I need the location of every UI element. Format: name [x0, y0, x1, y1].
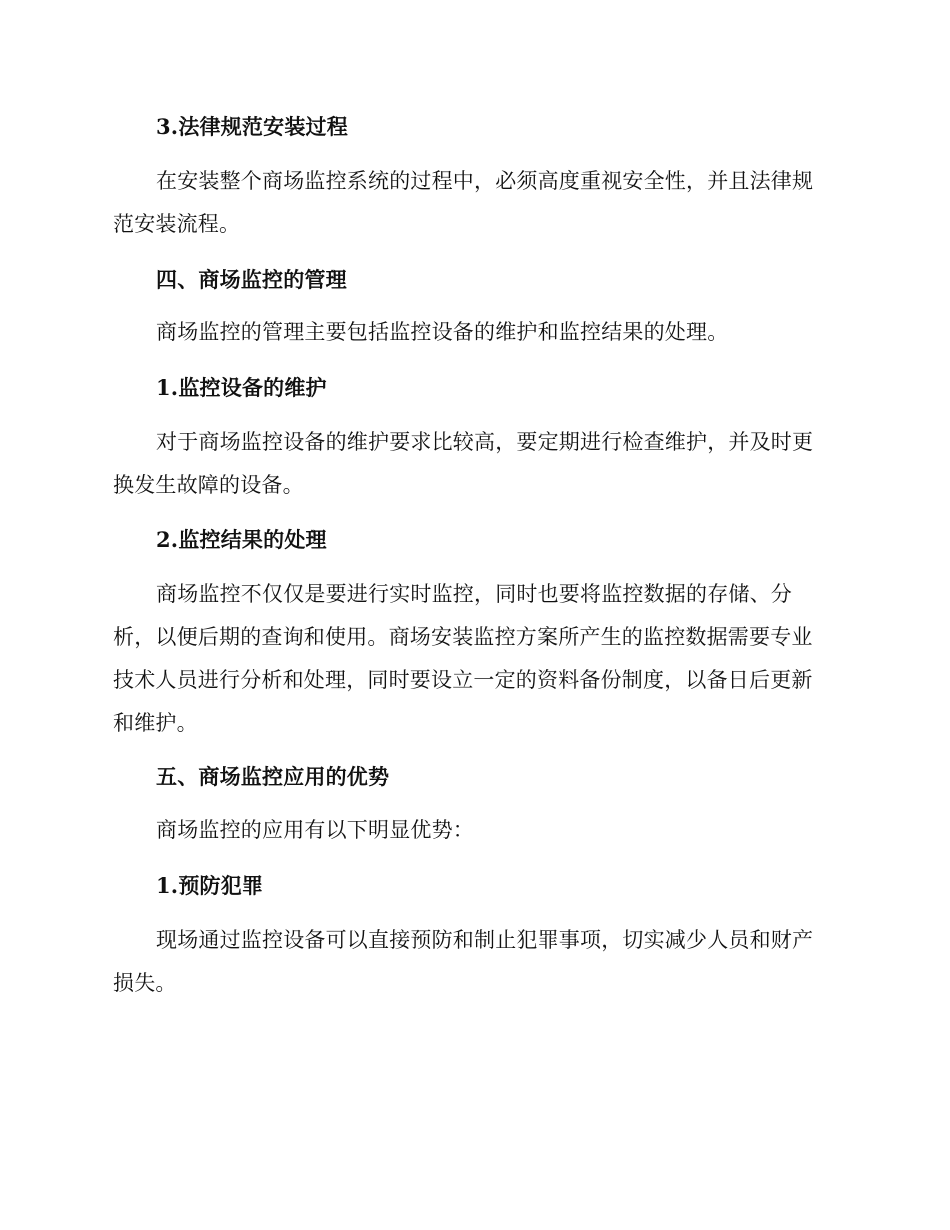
paragraph-line: 范安装流程。	[113, 212, 241, 236]
paragraph-line: 商场监控的应用有以下明显优势：	[156, 818, 474, 842]
paragraph	[113, 160, 833, 246]
paragraph	[113, 809, 833, 852]
paragraph	[113, 311, 833, 354]
section-heading	[113, 762, 876, 792]
section-heading	[113, 373, 876, 403]
paragraph-line: 对于商场监控设备的维护要求比较高，要定期进行检查维护，并及时更	[156, 430, 814, 454]
paragraph-line: 和维护。	[113, 711, 198, 735]
heading-text: 五、商场监控应用的优势	[156, 764, 390, 789]
paragraph-line: 商场监控不仅仅是要进行实时监控，同时也要将监控数据的存储、分	[156, 582, 792, 606]
paragraph-line: 现场通过监控设备可以直接预防和制止犯罪事项，切实减少人员和财产	[156, 928, 814, 952]
heading-text: 3.法律规范安装过程	[156, 114, 348, 139]
section-heading	[113, 871, 876, 901]
section-heading	[113, 112, 876, 142]
paragraph-line: 商场监控的管理主要包括监控设备的维护和监控结果的处理。	[156, 320, 729, 344]
paragraph-line: 换发生故障的设备。	[113, 473, 304, 497]
paragraph	[113, 573, 833, 745]
heading-text: 2.监控结果的处理	[156, 527, 327, 552]
paragraph	[113, 421, 833, 507]
paragraph-line: 技术人员进行分析和处理，同时要设立一定的资料备份制度，以备日后更新	[113, 668, 813, 692]
heading-text: 四、商场监控的管理	[156, 267, 347, 292]
paragraph-line: 损失。	[113, 971, 177, 995]
section-heading	[113, 265, 876, 295]
section-heading	[113, 525, 876, 555]
heading-text: 1.预防犯罪	[156, 873, 264, 898]
paragraph-line: 析，以便后期的查询和使用。商场安装监控方案所产生的监控数据需要专业	[113, 625, 813, 649]
heading-text: 1.监控设备的维护	[156, 375, 327, 400]
paragraph	[113, 919, 833, 1005]
paragraph-line: 在安装整个商场监控系统的过程中，必须高度重视安全性，并且法律规	[156, 169, 814, 193]
